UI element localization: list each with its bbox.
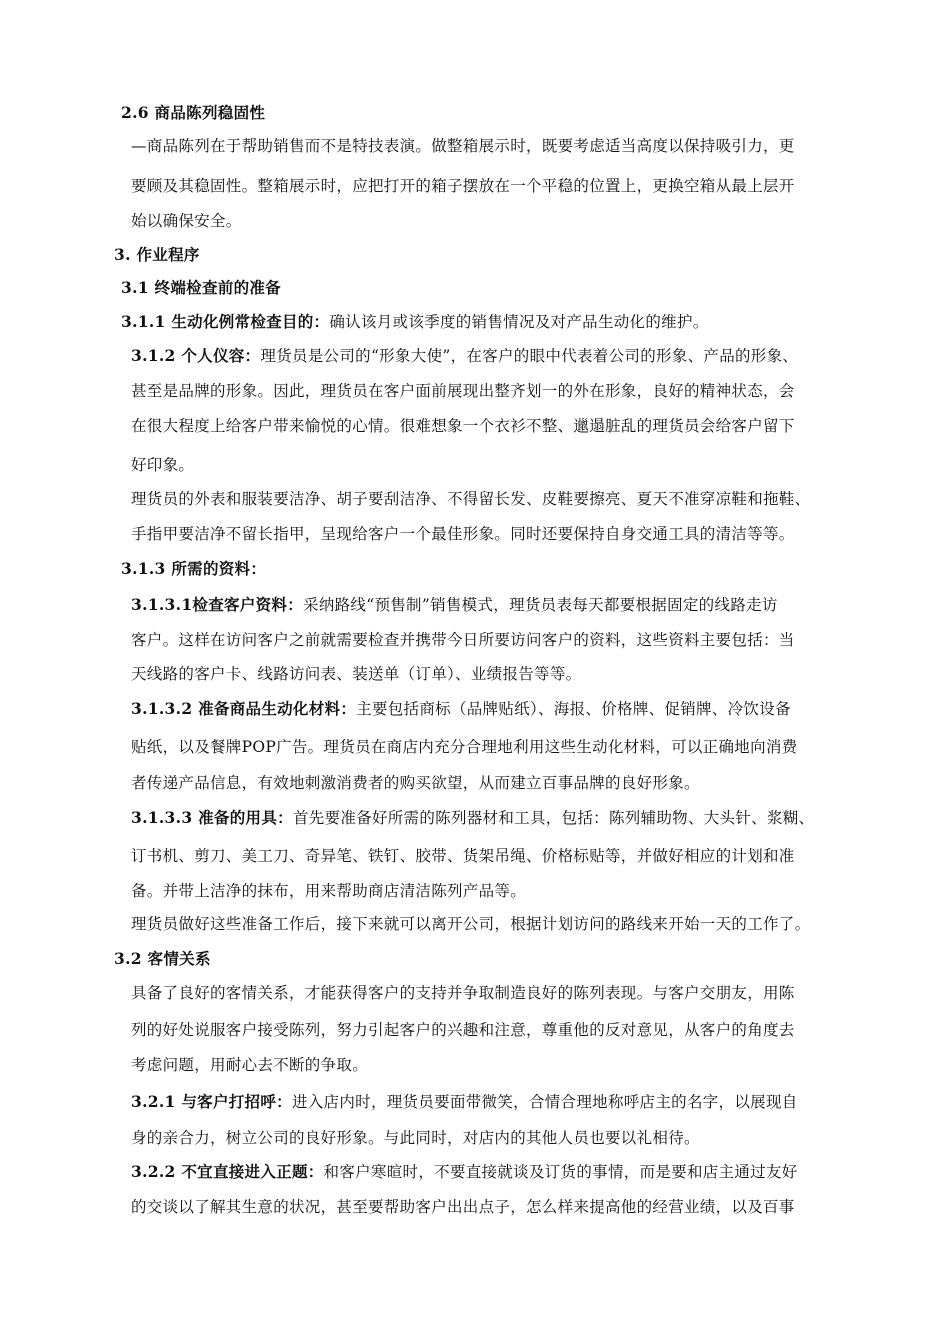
section-3-1-3-2-line-2: 贴纸，以及餐牌POP广告。理货员在商店内充分合理地利用这些生动化材料，可以正确地向消费 bbox=[131, 738, 798, 756]
section-3-1-3-3-line-2: 订书机、剪刀、美工刀、奇异笔、铁钉、胶带、货架吊绳、价格标贴等，并做好相应的计划和准 bbox=[131, 847, 795, 865]
section-3-2-line-1: 具备了良好的客情关系，才能获得客户的支持并争取制造良好的陈列表现。与客户交朋友，用陈 bbox=[131, 984, 795, 1002]
section-3-2-2-line-2: 的交谈以了解其生意的状况，甚至要帮助客户出出点子，怎么样来提高他的经营业绩，以及百事 bbox=[131, 1198, 795, 1216]
section-2-6-line-1: —商品陈列在于帮助销售而不是特技表演。做整箱展示时，既要考虑适当高度以保持吸引力，更 bbox=[131, 137, 795, 155]
section-3-1-3-1-label: 3.1.3.1检查客户资料： bbox=[131, 595, 304, 614]
section-3-1-2-line-4: 好印象。 bbox=[131, 456, 195, 474]
section-3-1-3-3-line-4: 理货员做好这些准备工作后，接下来就可以离开公司，根据计划访问的路线来开始一天的工作了。 bbox=[131, 915, 811, 933]
section-3-1-2-para2-line-2: 手指甲要洁净不留长指甲，呈现给客户一个最佳形象。同时还要保持自身交通工具的清洁等等。 bbox=[131, 525, 795, 543]
section-3-1-2-para2-line-1: 理货员的外表和服装要洁净、胡子要刮洁净、不得留长发、皮鞋要擦亮、夏天不准穿凉鞋和拖鞋、 bbox=[131, 490, 811, 508]
section-3-1-2-line-3: 在很大程度上给客户带来愉悦的心情。很难想象一个衣衫不整、邋遢脏乱的理货员会给客户留下 bbox=[131, 417, 795, 435]
section-2-6-heading: 2.6 商品陈列稳固性 bbox=[121, 103, 266, 122]
section-3-2-1-line-1: 3.2.1 与客户打招呼：进入店内时，理货员要面带微笑，合情合理地称呼店主的名字，以展现自 bbox=[131, 1092, 798, 1111]
section-3-1-3-2-line-3: 者传递产品信息，有效地刺激消费者的购买欲望，从而建立百事品牌的良好形象。 bbox=[131, 774, 700, 792]
section-3-2-heading: 3.2 客情关系 bbox=[114, 949, 211, 968]
section-3-2-1-line-2: 身的亲合力，树立公司的良好形象。与此同时，对店内的其他人员也要以礼相待。 bbox=[131, 1129, 700, 1147]
section-3-1-1 bbox=[121, 312, 709, 332]
section-3-1-2-label: 3.1.2 个人仪容： bbox=[131, 346, 261, 365]
section-3-heading: 3. 作业程序 bbox=[114, 245, 200, 264]
section-3-2-1-label: 3.2.1 与客户打招呼： bbox=[131, 1092, 292, 1111]
section-3-1-3-heading: 3.1.3 所需的资料： bbox=[121, 559, 267, 578]
section-3-1-3-3-line-3: 备。并带上洁净的抹布，用来帮助商店清洁陈列产品等。 bbox=[131, 882, 527, 900]
section-3-1-3-1-line-1: 3.1.3.1检查客户资料：采纳路线“预售制”销售模式，理货员表每天都要根据固定的线路走访 bbox=[131, 595, 778, 614]
section-3-2-2-line-1: 3.2.2 不宜直接进入正题：和客户寒暄时，不要直接就谈及订货的事情，而是要和店主通过友好 bbox=[131, 1162, 798, 1181]
section-3-1-2-line-1: 3.1.2 个人仪容：理货员是公司的“形象大使”，在客户的眼中代表着公司的形象、产品的形象、 bbox=[131, 346, 799, 365]
section-3-2-line-3: 考虑问题，用耐心去不断的争取。 bbox=[131, 1056, 369, 1074]
section-3-1-2-line-2: 甚至是品牌的形象。因此，理货员在客户面前展现出整齐划一的外在形象，良好的精神状态，会 bbox=[131, 382, 795, 400]
section-3-1-3-3-line-1: 3.1.3.3 准备的用具：首先要准备好所需的陈列器材和工具，包括：陈列辅助物、大头针、浆糊、 bbox=[131, 808, 815, 827]
section-3-2-2-label: 3.2.2 不宜直接进入正题： bbox=[131, 1162, 324, 1181]
section-3-1-3-3-label: 3.1.3.3 准备的用具： bbox=[131, 808, 293, 827]
section-3-1-3-2-line-1: 3.1.3.2 准备商品生动化材料：主要包括商标（品牌贴纸）、海报、价格牌、促销牌、冷饮设备 bbox=[131, 699, 791, 718]
section-2-6-line-2: 要顾及其稳固性。整箱展示时，应把打开的箱子摆放在一个平稳的位置上，更换空箱从最上层开 bbox=[131, 177, 795, 195]
section-3-1-heading: 3.1 终端检查前的准备 bbox=[121, 278, 281, 297]
section-2-6-line-3: 始以确保安全。 bbox=[131, 212, 242, 230]
section-3-1-3-1-line-3: 天线路的客户卡、线路访问表、装送单（订单）、业绩报告等等。 bbox=[131, 665, 582, 683]
section-3-1-1-label: 3.1.1 生动化例常检查目的： bbox=[121, 312, 330, 331]
section-3-2-line-2: 列的好处说服客户接受陈列，努力引起客户的兴趣和注意，尊重他的反对意见，从客户的角度去 bbox=[131, 1021, 795, 1039]
section-3-1-3-2-label: 3.1.3.2 准备商品生动化材料： bbox=[131, 699, 357, 718]
section-3-1-1-text: 确认该月或该季度的销售情况及对产品生动化的维护。 bbox=[329, 313, 709, 331]
section-3-1-3-1-line-2: 客户。这样在访问客户之前就需要检查并携带今日所要访问客户的资料，这些资料主要包括：当 bbox=[131, 631, 795, 649]
